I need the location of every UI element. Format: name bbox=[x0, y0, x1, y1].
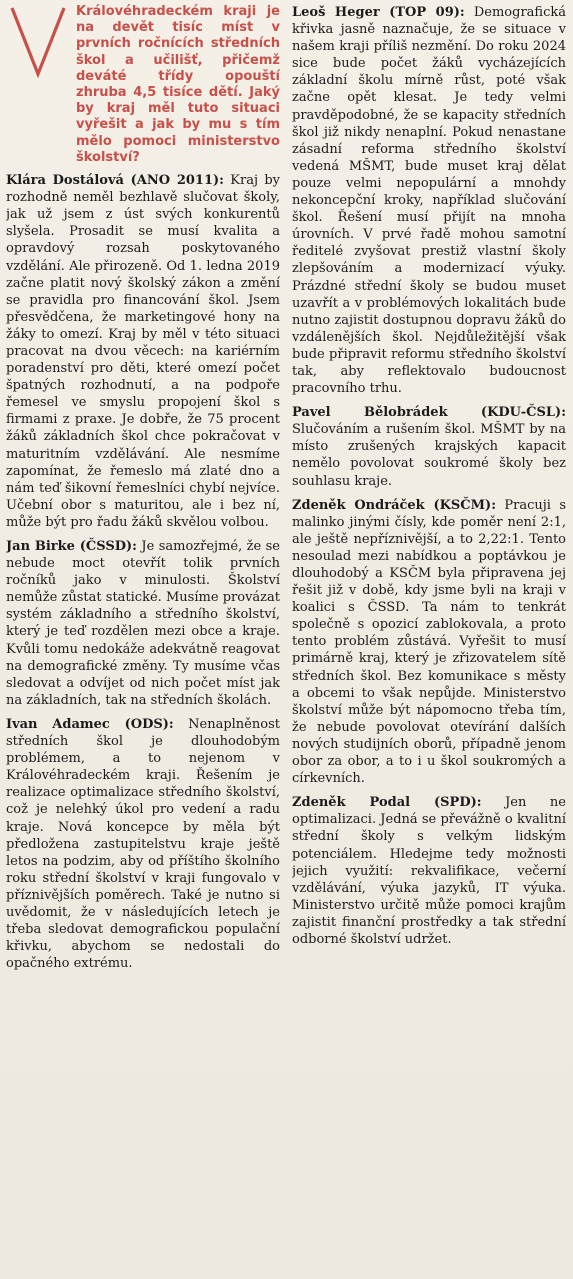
answer-ondracek bbox=[292, 497, 566, 788]
answer-text: Slučováním a rušením škol. MŠMT by na místo zrušených krajských kapacit nemělo povolovat soukromé školy bez souhlasu kraje. bbox=[292, 422, 566, 489]
column-right bbox=[292, 4, 566, 1279]
speaker-name: Zdeněk Ondráček (KSČM): bbox=[292, 497, 496, 513]
answer-podal bbox=[292, 794, 566, 948]
speaker-name: Pavel Bělobrádek (KDU-ČSL): bbox=[292, 405, 566, 421]
answer-text: Je samozřejmé, že se nebude moct otevřít tolik prvních ročníků jako v minulosti. Školství nemůže zůstat statické. Musíme provázat systém základního a středního školství, který je teď rozdělen mezi obce a kraje. Kvůli tomu nedokáže adekvátně reagovat na demografické změny. Ty musíme včas sledovat a odvíjet od nich počet míst jak na základních, tak na středních školách. bbox=[6, 539, 280, 708]
speaker-name: Ivan Adamec (ODS): bbox=[6, 716, 174, 732]
answer-text: Pracuji s malinko jinými čísly, kde poměr není 2:1, ale ještě nepříznivější, a to 2,22:1. Tento nesoulad mezi nabídkou a poptávkou je dlouhodobý a KSČM byla připravena jej řešit již v době, kdy jsme byli na kraji v koalici s ČSSD. Ta nám to tenkrát společně s opozicí zablokovala, a proto tento problém zůstává. Vyřešit to musí primárně kraj, který je zřizovatelem sítě středních škol. Bez komunikace s městy a obcemi to však nepůjde. Ministerstvo školství může být nápomocno třeba tím, že nebude povolovat otevírání dalších nových studijních oborů, případně jenom obor za obor, a to i u škol soukromých a církevních. bbox=[292, 497, 566, 787]
answer-text: Jen ne optimalizaci. Jedná se převážně o kvalitní střední školy s velkým lidským potenciálem. Hledejme tedy možnosti jejich využití: rekvalifikace, večerní vzdělávání, výuka jazyků, IT výuka. Ministerstvo určitě může pomoci krajům zajistit finanční prostředky a tak střední odborné školství udržet. bbox=[292, 795, 566, 947]
lead-block bbox=[6, 4, 280, 166]
speaker-name: Leoš Heger (TOP 09): bbox=[292, 5, 465, 20]
answer-text: Kraj by rozhodně neměl bezhlavě slučovat školy, jak už jsem z úst svých konkurentů slyšela. Prosadit se musí kvalita a opravdový rozsah poskytovaného vzdělání. Ale přirozeně. Od 1. ledna 2019 začne platit nový školský zákon a změní se pravidla pro financování škol. Jsem přesvědčena, že marketingové hony na žáky to omezí. Kraj by měl v této situaci pracovat na dvou věcech: na kariérním poradenství pro děti, které omezí počet špatných rozhodnutí, a na podpoře řemesel ve smyslu propojení škol s firmami z praxe. Je dobře, že 75 procent žáků základních škol chce pokračovat v maturitním vzdělávání. Ale nesmíme zapomínat, že řemeslo má zlaté dno a nám teď šikovní řemeslníci chybí nejvíce. Učební obor s maturitou, ale i bez ní, může být pro řadu žáků skvělou volbou. bbox=[6, 173, 280, 530]
answer-dostalova bbox=[6, 172, 280, 531]
lead-question: Královéhradeckém kraji je na devět tisíc míst v prvních ročnících středních škol a učilišť, přičemž deváté třídy opouští zhruba 4,5 tisíce dětí. Jaký by kraj měl tuto situaci vyřešit a jak by mu s tím mělo pomoci ministerstvo školství? bbox=[76, 4, 280, 165]
speaker-name: Klára Dostálová (ANO 2011): bbox=[6, 173, 224, 189]
speaker-name: Zdeněk Podal (SPD): bbox=[292, 795, 482, 811]
article-columns bbox=[6, 4, 567, 1279]
column-left bbox=[6, 4, 280, 1279]
drop-cap bbox=[6, 4, 70, 166]
speaker-name: Jan Birke (ČSSD): bbox=[6, 539, 137, 554]
answer-belobradek bbox=[292, 404, 566, 489]
answer-adamec bbox=[6, 716, 280, 972]
answer-birke bbox=[6, 538, 280, 709]
answer-heger bbox=[292, 4, 566, 397]
answer-text: Demografická křivka jasně naznačuje, že se situace v našem kraji příliš nezmění. Do roku 2024 sice bude počet žáků vycházejících základní školu mírně růst, poté však začne opět klesat. Je tedy velmi pravděpodobné, že se kapacity středních škol již nikdy nenaplní. Pokud nenastane zásadní reforma středního školství vedená MŠMT, bude muset kraj dělat pouze velmi nepopulární a mnohdy nekoncepční kroky, například slučování škol. Řešení musí přijít na mnoha úrovních. V prvé řadě mohou samotní ředitelé zvyšovat prestiž vlastní školy zlepšováním a modernizací výuky. Prázdné střední školy se budou muset uzavřít a v problémových lokalitách bude nutno zajistit dostupnou dopravu žáků do vzdálenějších škol. Nejdůležitější však bude připravit reformu středního školství tak, aby reflektovalo budoucnost pracovního trhu. bbox=[292, 5, 566, 397]
answer-text: Nenaplněnost středních škol je dlouhodobým problémem, a to nejenom v Královéhradeckém kraji. Řešením je realizace optimalizace středního školství, což je nelehký úkol pro vedení a radu kraje. Nová koncepce by měla být předložena zastupitelstvu kraje ještě letos na podzim, aby od příštího školního roku střední školství v kraji fungovalo v příznivějších poměrech. Také je nutno si uvědomit, že v následujících letech je třeba sledovat demografickou populační křivku, abychom se nedostali do opačného extrému. bbox=[6, 716, 280, 972]
drop-cap-v-glyph bbox=[9, 4, 67, 78]
